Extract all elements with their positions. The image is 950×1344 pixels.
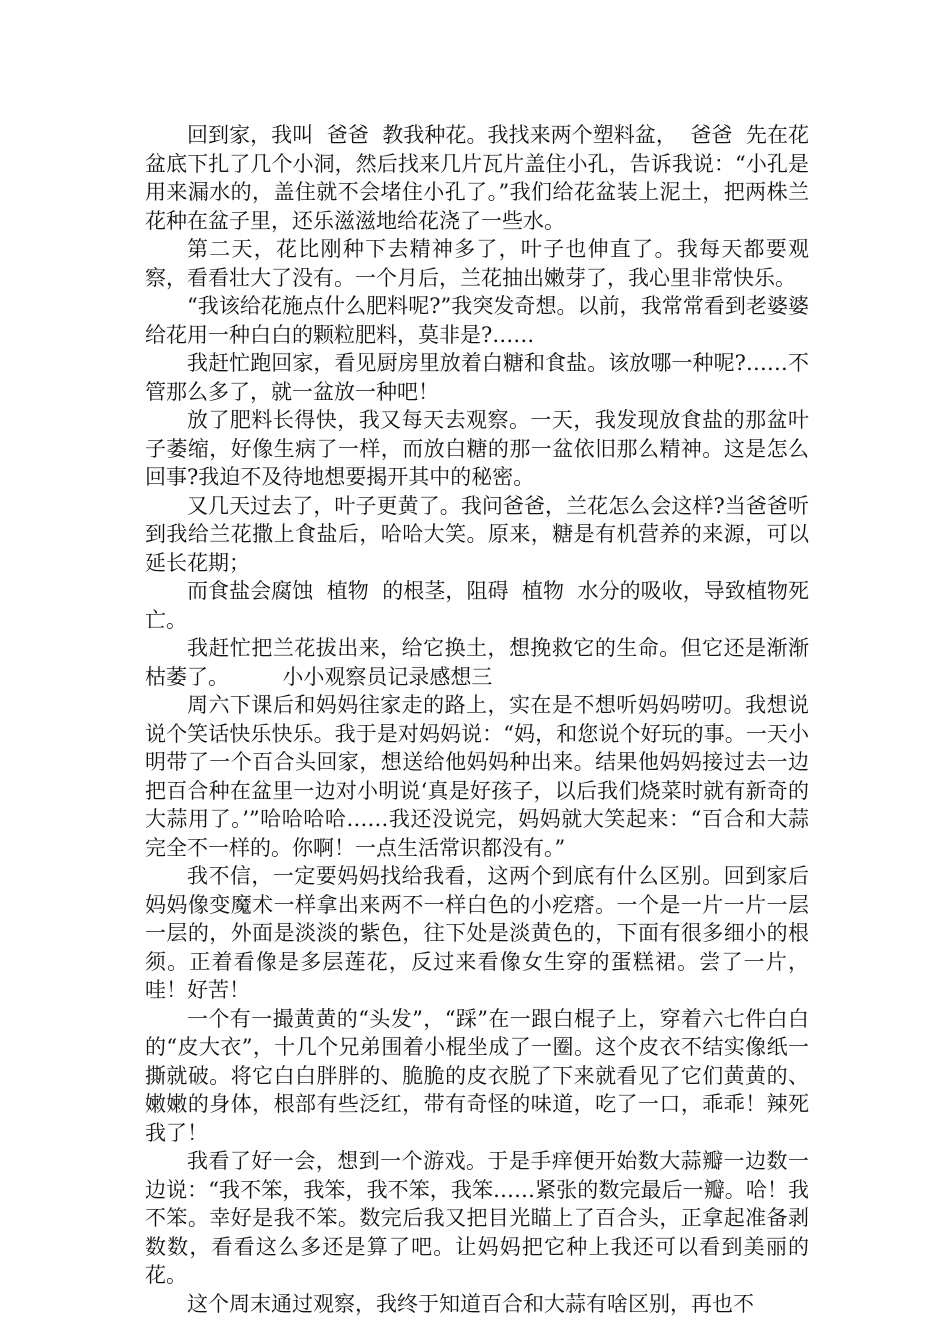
paragraph: 我看了好一会，想到一个游戏。于是手痒便开始数大蒜瓣一边数一边说：“我不笨，我笨，我不笨，我笨……紧张的数完最后一瓣。哈！我不笨。幸好是我不笨。数完后我又把目光瞄上了百合头，正拿起准备剥数数，看看这么多还是算了吧。让妈妈把它种上我还可以看到美丽的花。 [145, 1149, 809, 1287]
document-body [145, 121, 809, 1318]
paragraph: 一个有一撮黄黄的“头发”，“踩”在一跟白棍子上，穿着六七件白白的“皮大衣”，十几个兄弟围着小棍坐成了一圈。这个皮衣不结实像纸一撕就破。将它白白胖胖的、脆脆的皮衣脱了下来就看见了它们黄黄的、嫩嫩的身体，根部有些泛红，带有奇怪的味道，吃了一口，乖乖！辣死我了！ [145, 1006, 809, 1145]
paragraph: 回到家，我叫 爸爸 教我种花。我找来两个塑料盆， 爸爸 先在花盆底下扎了几个小洞，然后找来几片瓦片盖住小孔，告诉我说：“小孔是用来漏水的，盖住就不会堵住小孔了。”我们给花盆装上泥土，把两株兰花种在盆子里，还乐滋滋地给花浇了一些水。 [145, 123, 809, 233]
paragraph: 周六下课后和妈妈往家走的路上，实在是不想听妈妈唠叨。我想说说个笑话快乐快乐。我于是对妈妈说：“妈，和您说个好玩的事。一天小明带了一个百合头回家，想送给他妈妈种出来。结果他妈妈接过去一边把百合种在盆里一边对小明说‘真是好孩子，以后我们烧菜时就有新奇的大蒜用了。’”哈哈哈哈……我还没说完，妈妈就大笑起来：“百合和大蒜完全不一样的。你啊！一点生活常识都没有。” [145, 693, 809, 860]
paragraph: 又几天过去了，叶子更黄了。我问爸爸，兰花怎么会这样?当爸爸听到我给兰花撒上食盐后，哈哈大笑。原来，糖是有机营养的来源，可以延长花期； [145, 493, 809, 575]
paragraph: 放了肥料长得快，我又每天去观察。一天，我发现放食盐的那盆叶子萎缩，好像生病了一样，而放白糖的那一盆依旧那么精神。这是怎么回事?我迫不及待地想要揭开其中的秘密。 [145, 408, 809, 489]
paragraph: 我赶忙把兰花拔出来，给它换土，想挽救它的生命。但它还是渐渐枯萎了。 小小观察员记录感想三 [145, 636, 809, 689]
paragraph: 而食盐会腐蚀 植物 的根茎，阻碍 植物 水分的吸收，导致植物死亡。 [145, 579, 809, 632]
paragraph: “我该给花施点什么肥料呢?”我突发奇想。以前，我常常看到老婆婆给花用一种白白的颗粒肥料，莫非是?…… [145, 294, 809, 347]
paragraph: 这个周末通过观察，我终于知道百合和大蒜有啥区别，再也不 [187, 1291, 754, 1316]
paragraph: 我不信，一定要妈妈找给我看，这两个到底有什么区别。回到家后妈妈像变魔术一样拿出来两不一样白色的小疙瘩。一个是一片一片一层一层的，外面是淡淡的紫色，往下处是淡黄色的，下面有很多细小的根须。正着看像是多层莲花，反过来看像女生穿的蛋糕裙。尝了一片，哇！好苦！ [145, 864, 809, 1002]
paragraph: 我赶忙跑回家，看见厨房里放着白糖和食盐。该放哪一种呢?……不管那么多了，就一盆放一种吧！ [145, 351, 809, 404]
paragraph: 第二天，花比刚种下去精神多了，叶子也伸直了。我每天都要观察，看看壮大了没有。一个月后，兰花抽出嫩芽了，我心里非常快乐。 [145, 237, 809, 290]
